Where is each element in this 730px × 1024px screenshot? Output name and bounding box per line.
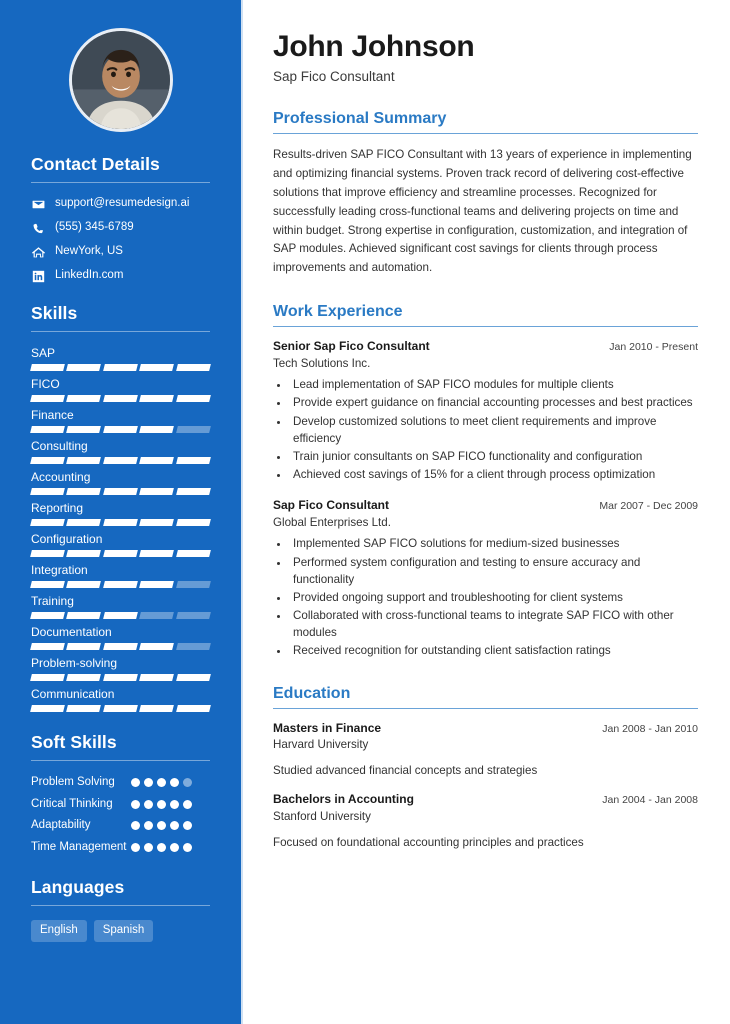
skill-level-bar <box>31 395 210 402</box>
skill-bar-segment <box>139 364 174 371</box>
divider <box>31 182 210 183</box>
contact-email-value: support@resumedesign.ai <box>55 197 190 210</box>
skill-level-bar <box>31 550 210 557</box>
rating-dot <box>183 821 192 830</box>
contact-item-linkedin[interactable] <box>31 269 210 283</box>
skill-label: Documentation <box>31 625 112 639</box>
contact-location-value: NewYork, US <box>55 245 123 258</box>
education-entry-list <box>273 721 698 851</box>
skill-bar-segment <box>67 674 102 681</box>
language-chip-list <box>31 920 210 942</box>
skill-bar-segment <box>30 612 65 619</box>
divider <box>31 760 210 761</box>
profile-photo-icon <box>72 31 170 129</box>
work-entry-bullets <box>290 376 698 483</box>
skill-bar-segment <box>139 426 174 433</box>
education-entry-degree: Masters in Finance <box>273 720 382 735</box>
list-item: • Provide expert guidance on financial accounting processes and best practices <box>290 394 698 411</box>
skill-bar-segment <box>103 426 138 433</box>
education-entry-school: Harvard University <box>273 738 369 752</box>
work-entry-title: Sap Fico Consultant <box>273 498 390 513</box>
rating-dot <box>131 821 140 830</box>
contact-section-title: Contact Details <box>31 154 160 174</box>
work-section-title: Work Experience <box>273 302 403 320</box>
rating-dot <box>170 800 179 809</box>
work-entry-company: Tech Solutions Inc. <box>273 356 371 370</box>
list-item: • Develop customized solutions to meet client requirements and improve efficiency <box>290 413 698 447</box>
skill-label: Problem-solving <box>31 656 118 670</box>
skill-bar-segment <box>30 674 65 681</box>
contact-item-email[interactable] <box>31 197 210 211</box>
skill-bar-segment <box>139 550 174 557</box>
phone-icon <box>31 221 45 235</box>
skill-bar-segment <box>139 581 174 588</box>
education-section <box>273 684 698 851</box>
work-experience-section <box>273 302 698 660</box>
skills-list <box>31 346 210 712</box>
skill-level-bar <box>31 674 210 681</box>
skill-bar-segment <box>176 643 211 650</box>
skill-bar-segment <box>139 674 174 681</box>
skill-bar-segment <box>176 364 211 371</box>
skill-bar-segment <box>30 705 65 712</box>
soft-skill-row <box>31 818 210 834</box>
skill-bar-segment <box>103 550 138 557</box>
rating-dot <box>170 778 179 787</box>
list-item: • Provided ongoing support and troubleshooting for client systems <box>290 589 698 606</box>
envelope-icon <box>31 197 45 211</box>
soft-skills-section <box>0 732 241 855</box>
skill-label: Training <box>31 594 74 608</box>
divider <box>273 708 698 709</box>
skill-bar-segment <box>103 705 138 712</box>
rating-dot <box>131 800 140 809</box>
skill-level-bar <box>31 488 210 495</box>
divider <box>31 905 210 906</box>
education-entry-header <box>273 792 698 808</box>
skill-row <box>31 346 210 371</box>
skill-label: Consulting <box>31 439 88 453</box>
rating-dot <box>157 778 166 787</box>
skill-level-bar <box>31 612 210 619</box>
education-entry-description: Focused on foundational accounting principles and practices <box>273 835 584 849</box>
list-item: • Performed system configuration and testing to ensure accuracy and functionality <box>290 554 698 588</box>
skill-bar-segment <box>103 488 138 495</box>
skill-bar-segment <box>176 519 211 526</box>
education-entry-degree: Bachelors in Accounting <box>273 792 414 807</box>
skill-bar-segment <box>103 364 138 371</box>
skill-level-bar <box>31 426 210 433</box>
soft-skill-row <box>31 840 210 856</box>
divider <box>31 331 210 332</box>
skill-bar-segment <box>103 581 138 588</box>
skill-label: Finance <box>31 408 74 422</box>
job-title-subtitle: Sap Fico Consultant <box>273 69 395 84</box>
skill-label: Communication <box>31 687 115 701</box>
skill-bar-segment <box>176 426 211 433</box>
skill-bar-segment <box>176 488 211 495</box>
contact-linkedin-value: LinkedIn.com <box>55 269 124 282</box>
list-item: • Train junior consultants on SAP FICO functionality and configuration <box>290 448 698 465</box>
skills-section <box>0 303 241 712</box>
home-icon <box>31 245 45 259</box>
soft-skill-label: Critical Thinking <box>31 797 113 810</box>
rating-dot <box>157 843 166 852</box>
skill-level-bar <box>31 643 210 650</box>
soft-skills-list <box>31 775 210 855</box>
skill-row <box>31 563 210 588</box>
skill-row <box>31 656 210 681</box>
avatar-container <box>0 0 241 154</box>
work-entry-date: Jan 2010 - Present <box>609 341 698 354</box>
contact-section <box>0 154 241 283</box>
soft-skills-section-title: Soft Skills <box>31 732 117 752</box>
skill-bar-segment <box>67 488 102 495</box>
linkedin-icon <box>31 269 45 283</box>
skill-bar-segment <box>139 612 174 619</box>
skill-bar-segment <box>67 457 102 464</box>
soft-skill-label: Adaptability <box>31 819 91 832</box>
work-entry-bullets <box>290 535 698 659</box>
education-entry <box>273 792 698 851</box>
skill-bar-segment <box>67 519 102 526</box>
summary-section-title: Professional Summary <box>273 110 447 128</box>
soft-skill-label: Problem Solving <box>31 776 115 788</box>
work-entry <box>273 498 698 659</box>
language-chip[interactable]: Spanish <box>94 920 154 942</box>
divider <box>273 326 698 327</box>
rating-dot <box>144 778 153 787</box>
education-section-title: Education <box>273 684 351 702</box>
skill-bar-segment <box>30 488 65 495</box>
work-entry-company: Global Enterprises Ltd. <box>273 515 391 529</box>
skill-row <box>31 470 210 495</box>
list-item: • Collaborated with cross-functional teams to integrate SAP FICO with other modules <box>290 607 698 641</box>
main-content <box>243 0 730 1024</box>
work-entry-date: Mar 2007 - Dec 2009 <box>599 500 698 513</box>
skill-bar-segment <box>139 488 174 495</box>
skill-label: Configuration <box>31 532 103 546</box>
work-entry-header <box>273 339 698 355</box>
skill-row <box>31 625 210 650</box>
rating-dot <box>170 843 179 852</box>
skill-label: Integration <box>31 563 88 577</box>
rating-dot <box>131 778 140 787</box>
skill-bar-segment <box>139 705 174 712</box>
skills-section-title: Skills <box>31 303 78 323</box>
skill-level-bar <box>31 705 210 712</box>
summary-text: Results-driven SAP FICO Consultant with 13 years of experience in implementing and optimizing financial systems. Proven track record of delivering cost-effective solutions that improve efficiency and streamline processes. Recognized for successfully leading cross-functional teams and delivering projects on time and within budget. Strong expertise in configuration, customization, and integration of SAP modules. Achieved significant cost savings for clients through process improvements and automation. <box>273 148 692 275</box>
skill-row <box>31 687 210 712</box>
rating-dot <box>144 843 153 852</box>
sidebar <box>0 0 243 1024</box>
skill-bar-segment <box>176 395 211 402</box>
work-entry-title: Senior Sap Fico Consultant <box>273 339 430 354</box>
skill-bar-segment <box>67 426 102 433</box>
skill-bar-segment <box>103 457 138 464</box>
skill-row <box>31 377 210 402</box>
skill-label: SAP <box>31 346 56 360</box>
page-title: John Johnson <box>273 30 475 63</box>
work-entry <box>273 339 698 483</box>
skill-level-bar <box>31 581 210 588</box>
skill-row <box>31 501 210 526</box>
education-entry-header <box>273 721 698 737</box>
professional-summary-section <box>273 109 698 278</box>
skill-bar-segment <box>103 643 138 650</box>
skill-row <box>31 594 210 619</box>
divider <box>273 133 698 134</box>
skill-bar-segment <box>176 705 211 712</box>
skill-bar-segment <box>67 581 102 588</box>
skill-bar-segment <box>139 457 174 464</box>
skill-bar-segment <box>67 364 102 371</box>
education-entry-school: Stanford University <box>273 809 371 823</box>
skill-bar-segment <box>67 705 102 712</box>
skill-label: Reporting <box>31 501 84 515</box>
skill-bar-segment <box>139 519 174 526</box>
education-entry-description: Studied advanced financial concepts and strategies <box>273 763 538 777</box>
rating-dot <box>157 800 166 809</box>
rating-dot <box>183 843 192 852</box>
skill-bar-segment <box>176 612 211 619</box>
soft-skill-rating <box>131 797 199 809</box>
skill-bar-segment <box>67 395 102 402</box>
skill-bar-segment <box>30 643 65 650</box>
soft-skill-row <box>31 775 210 791</box>
soft-skill-rating <box>131 775 199 787</box>
skill-row <box>31 408 210 433</box>
skill-bar-segment <box>176 457 211 464</box>
work-entry-header <box>273 498 698 514</box>
skill-bar-segment <box>30 364 65 371</box>
contact-item-phone[interactable] <box>31 221 210 235</box>
skill-level-bar <box>31 457 210 464</box>
list-item: • Achieved cost savings of 15% for a client through process optimization <box>290 466 698 483</box>
skill-bar-segment <box>30 426 65 433</box>
languages-section <box>0 877 241 942</box>
skill-level-bar <box>31 364 210 371</box>
skill-bar-segment <box>67 612 102 619</box>
skill-bar-segment <box>30 519 65 526</box>
skill-bar-segment <box>103 674 138 681</box>
soft-skill-rating <box>131 818 199 830</box>
avatar <box>69 28 173 132</box>
soft-skill-rating <box>131 840 199 852</box>
skill-row <box>31 439 210 464</box>
skill-bar-segment <box>176 550 211 557</box>
skill-bar-segment <box>30 581 65 588</box>
skill-bar-segment <box>30 395 65 402</box>
skill-label: Accounting <box>31 470 91 484</box>
rating-dot <box>157 821 166 830</box>
rating-dot <box>144 821 153 830</box>
languages-section-title: Languages <box>31 877 125 898</box>
rating-dot <box>131 843 140 852</box>
skill-bar-segment <box>176 674 211 681</box>
list-item: • Received recognition for outstanding client satisfaction ratings <box>290 642 698 659</box>
skill-bar-segment <box>176 581 211 588</box>
skill-label: FICO <box>31 377 60 391</box>
list-item: • Implemented SAP FICO solutions for medium-sized businesses <box>290 535 698 552</box>
rating-dot <box>183 778 192 787</box>
contact-item-location[interactable] <box>31 245 210 259</box>
education-entry-date: Jan 2004 - Jan 2008 <box>602 794 698 807</box>
rating-dot <box>183 800 192 809</box>
skill-bar-segment <box>103 519 138 526</box>
skill-bar-segment <box>103 612 138 619</box>
skill-row <box>31 532 210 557</box>
rating-dot <box>144 800 153 809</box>
skill-bar-segment <box>67 550 102 557</box>
language-chip[interactable]: English <box>31 920 87 942</box>
list-item: • Lead implementation of SAP FICO modules for multiple clients <box>290 376 698 393</box>
education-entry-date: Jan 2008 - Jan 2010 <box>602 722 698 735</box>
contact-list <box>31 197 210 283</box>
skill-bar-segment <box>67 643 102 650</box>
rating-dot <box>170 821 179 830</box>
skill-bar-segment <box>30 457 65 464</box>
skill-bar-segment <box>139 643 174 650</box>
contact-phone-value: (555) 345-6789 <box>55 221 134 234</box>
skill-bar-segment <box>103 395 138 402</box>
soft-skill-row <box>31 797 210 813</box>
skill-bar-segment <box>139 395 174 402</box>
skill-level-bar <box>31 519 210 526</box>
soft-skill-label: Time Management <box>31 840 127 853</box>
education-entry <box>273 721 698 780</box>
skill-bar-segment <box>30 550 65 557</box>
work-entry-list <box>273 339 698 660</box>
